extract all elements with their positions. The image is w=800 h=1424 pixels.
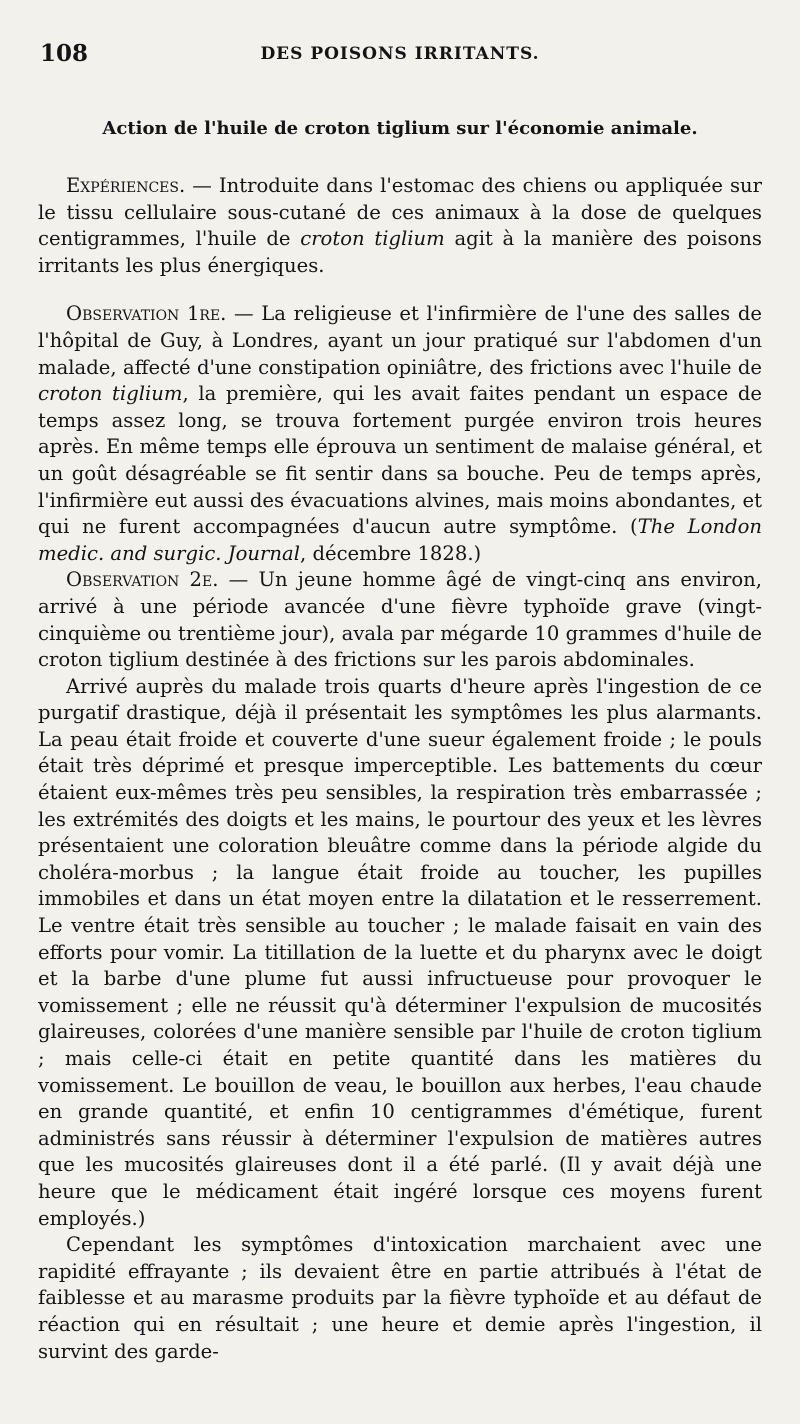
paragraph-observation-2 [38,567,762,673]
italic-term: croton tiglium [38,382,183,406]
paragraph-text: , la première, qui les avait faites pendant un espace de temps assez long, se trouva fortement purgée environ trois heures après. En même temps elle éprouva un sentiment de malaise général, et un goût désagréable se fit sentir dans sa bouche. Peu de temps après, l'infirmière eut aussi des évacuations alvines, mais moins abondantes, et qui ne furent accompagnées d'aucun autre symptôme. ( [38,382,763,539]
paragraph-text: , décembre 1828.) [299,541,482,565]
paragraph-text: — Un jeune homme âgé de vingt-cinq ans environ, arrivé à une période avancée d'une fièvre typhoïde grave (vingt-cinquième ou trentième jour), avala par mégarde 10 grammes d'huile de croton tiglium destinée à des frictions sur les parois abdominales. [38,568,762,672]
paragraph-observation-1 [38,301,762,567]
paragraph-label: Observation 1re. [66,302,227,326]
page-number: 108 [40,40,89,67]
italic-term: croton tiglium [300,227,445,251]
page-header [38,40,762,74]
paragraph-label: Expériences. [66,174,186,197]
paragraph-text: agit à la manière des poisons irritants les plus énergiques. [38,227,762,277]
body-text [38,173,762,1365]
paragraph-experiences [38,173,762,279]
paragraph-text: — La religieuse et l'infirmière de l'une des salles de l'hôpital de Guy, à Londres, ayant un jour pratiqué sur l'abdomen d'un malade, affecté d'une constipation opiniâtre, des frictions avec l'huile de [38,302,762,379]
paragraph-progression: Cependant les symptômes d'intoxication marchaient avec une rapidité effrayante ; ils devaient être en partie attribués à l'état de faiblesse et au marasme produits par la fièvre typhoïde et au défaut de réaction qui en résultait ; une heure et demie après l'ingestion, il survint des garde- [38,1233,762,1363]
paragraph-label: Observation 2e. [66,568,219,592]
section-title: Action de l'huile de croton tiglium sur l'économie animale. [102,118,698,139]
journal-citation: The London medic. and surgic. Journal [38,515,763,565]
paragraph-symptoms: Arrivé auprès du malade trois quarts d'heure après l'ingestion de ce purgatif drastique, déjà il présentait les symptômes les plus alarmants. La peau était froide et couverte d'une sueur également froide ; le pouls était très déprimé et presque imperceptible. Les battements du cœur étaient eux-mêmes très peu sensibles, la respiration très embarrassée ; les extrémités des doigts et les mains, le pourtour des yeux et les lèvres présentaient une coloration bleuâtre comme dans la période algide du choléra-morbus ; la langue était froide au toucher, les pupilles immobiles et dans un état moyen entre la dilatation et le resserrement. Le ventre était très sensible au toucher ; le malade faisait en vain des efforts pour vomir. La titillation de la luette et du pharynx avec le doigt et la barbe d'une plume fut aussi infructueuse pour provoquer le vomissement ; elle ne réussit qu'à déterminer l'expulsion de mucosités glaireuses, colorées d'une manière sensible par l'huile de croton tiglium ; mais celle-ci était en petite quantité dans les matières du vomissement. Le bouillon de veau, le bouillon aux herbes, l'eau chaude en grande quantité, et enfin 10 centigrammes d'émétique, furent administrés sans réussir à déterminer l'expulsion de matières autres que les mucosités glaireuses dont il a été parlé. (Il y avait déjà une heure que le médicament était ingéré lorsque ces moyens furent employés.) [38,674,762,1230]
paragraph-text: — Introduite dans l'estomac des chiens ou appliquée sur le tissu cellulaire sous-cutané de ces animaux à la dose de quelques centigrammes, l'huile de [38,174,762,251]
running-head: DES POISONS IRRITANTS. [260,44,540,64]
